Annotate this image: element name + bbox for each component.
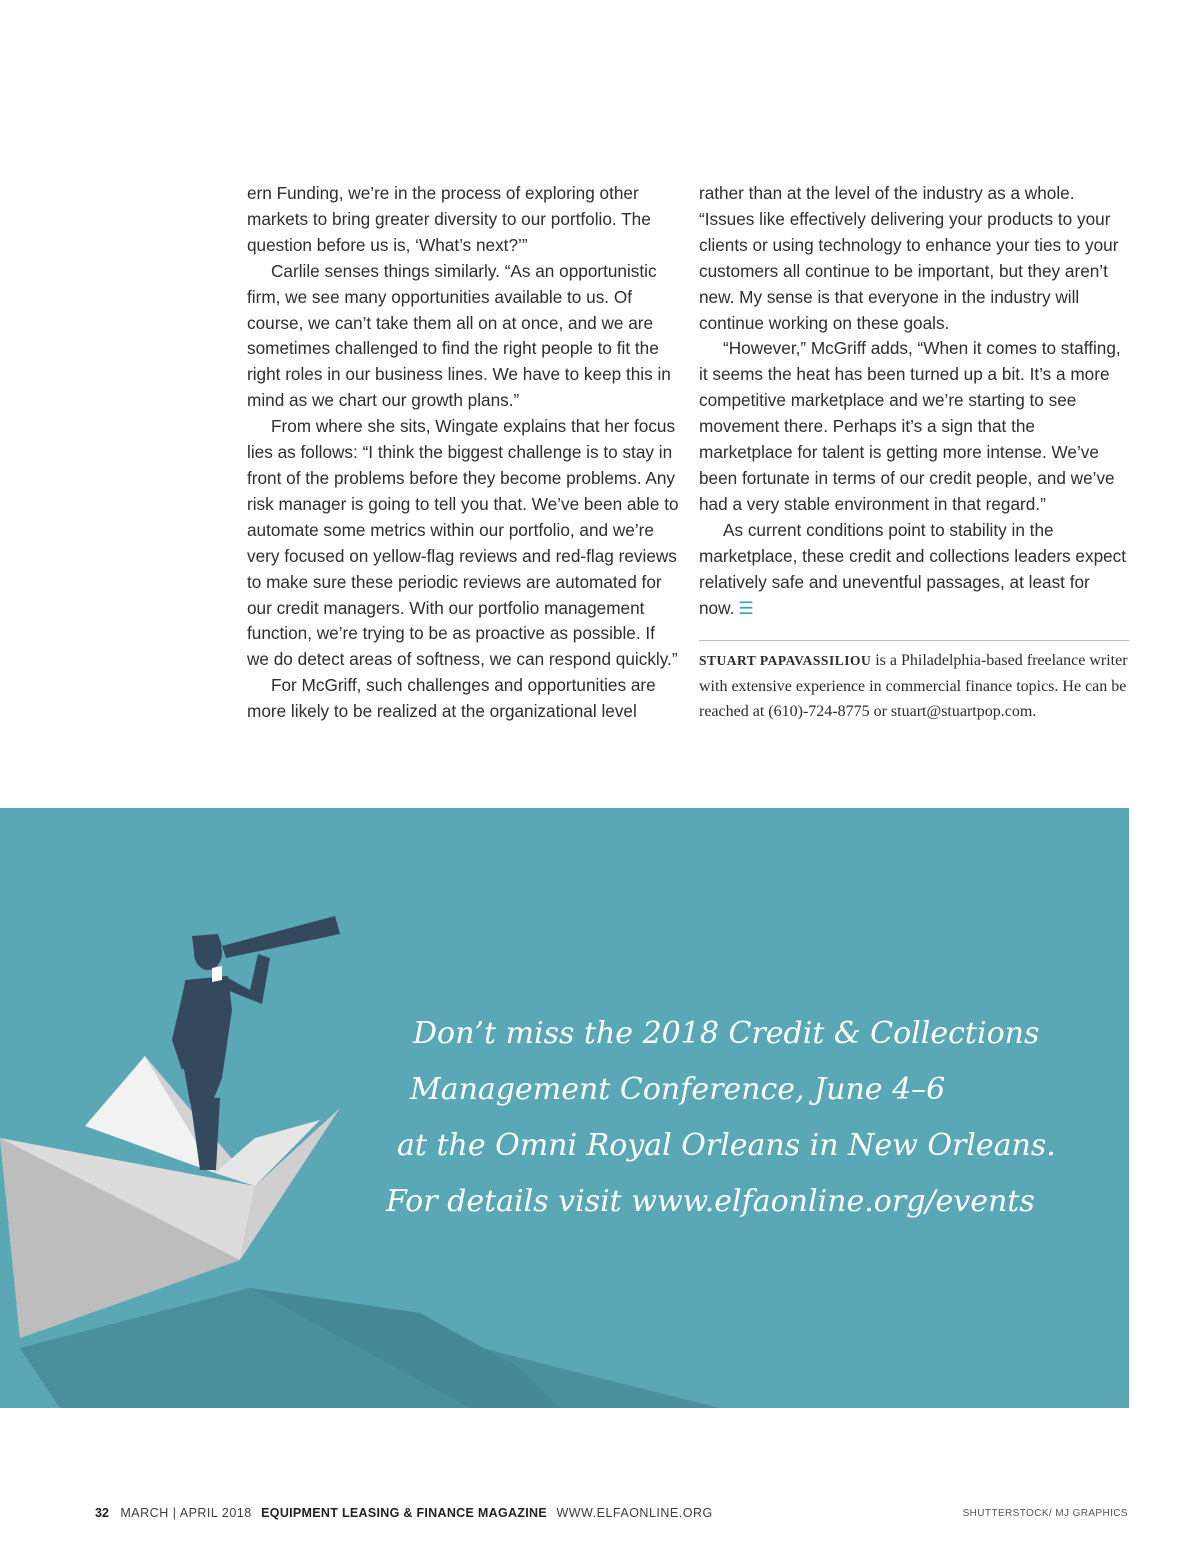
end-of-article-icon: ☰ (738, 597, 754, 618)
author-name: STUART PAPAVASSILIOU (699, 653, 872, 668)
article-column-left (247, 181, 679, 725)
paragraph (699, 518, 1131, 622)
bio-divider (699, 640, 1129, 641)
page-number: 32 (95, 1506, 109, 1520)
paper-boat-illustration (0, 808, 1129, 1408)
conference-promo-banner (0, 808, 1129, 1408)
telescope (222, 916, 340, 958)
image-credit: SHUTTERSTOCK/ MJ GRAPHICS (962, 1508, 1128, 1519)
author-bio-text: is a Philadelphia-based freelance writer with extensive experience in commercial finance topics. He can be reached at (610)-724-8775 or stuart@stuartpop.com. (699, 652, 1128, 720)
promo-line-4: For details visit www.elfaonline.org/events (386, 1184, 1035, 1219)
issue-date: MARCH | APRIL 2018 (120, 1506, 252, 1520)
article-column-right (699, 181, 1131, 621)
promo-line-2: Management Conference, June 4–6 (410, 1072, 946, 1107)
author-bio (699, 648, 1129, 725)
paragraph: ern Funding, we’re in the process of exploring other markets to bring greater diversity to our portfolio. The question before us is, ‘What’s next?’” (247, 183, 651, 255)
paragraph-text: As current conditions point to stability in the marketplace, these credit and collections leaders expect relatively safe and uneventful passages, at least for now. (699, 519, 1127, 618)
paragraph: “However,” McGriff adds, “When it comes to staffing, it seems the heat has been turned up a bit. It’s a more competitive marketplace and we’re starting to see movement there. Perhaps it’s a sign that the marketplace for talent is getting more intense. We’ve been fortunate in terms of our credit people, and we’ve had a very stable environment in that regard.” (699, 338, 1121, 514)
magazine-title: EQUIPMENT LEASING & FINANCE MAGAZINE (261, 1506, 547, 1520)
paragraph: For McGriff, such challenges and opportunities are more likely to be realized at the organizational level (247, 675, 656, 722)
promo-line-3: at the Omni Royal Orleans in New Orleans. (397, 1128, 1056, 1163)
magazine-website: WWW.ELFAONLINE.ORG (556, 1506, 713, 1520)
paragraph: rather than at the level of the industry as a whole. “Issues like effectively delivering your products to your clients or using technology to enhance your ties to your customers all continue to be important, but they aren’t new. My sense is that everyone in the industry will continue working on these goals. (699, 183, 1119, 333)
promo-line-1: Don’t miss the 2018 Credit & Collections (413, 1016, 1040, 1051)
paragraph: From where she sits, Wingate explains that her focus lies as follows: “I think the biggest challenge is to stay in front of the problems before they become problems. Any risk manager is going to tell you that. We’ve been able to automate some metrics within our portfolio, and we’re very focused on yellow-flag reviews and red-flag reviews to make sure these periodic reviews are automated for our credit managers. With our portfolio management function, we’re trying to be as proactive as possible. If we do detect areas of softness, we can respond quickly.” (247, 416, 679, 670)
man-collar (212, 966, 222, 982)
paragraph: Carlile senses things similarly. “As an opportunistic firm, we see many opportunities available to us. Of course, we can’t take them all on at once, and we are sometimes challenged to find the right people to fit the right roles in our business lines. We have to keep this in mind as we chart our growth plans.” (247, 260, 671, 411)
